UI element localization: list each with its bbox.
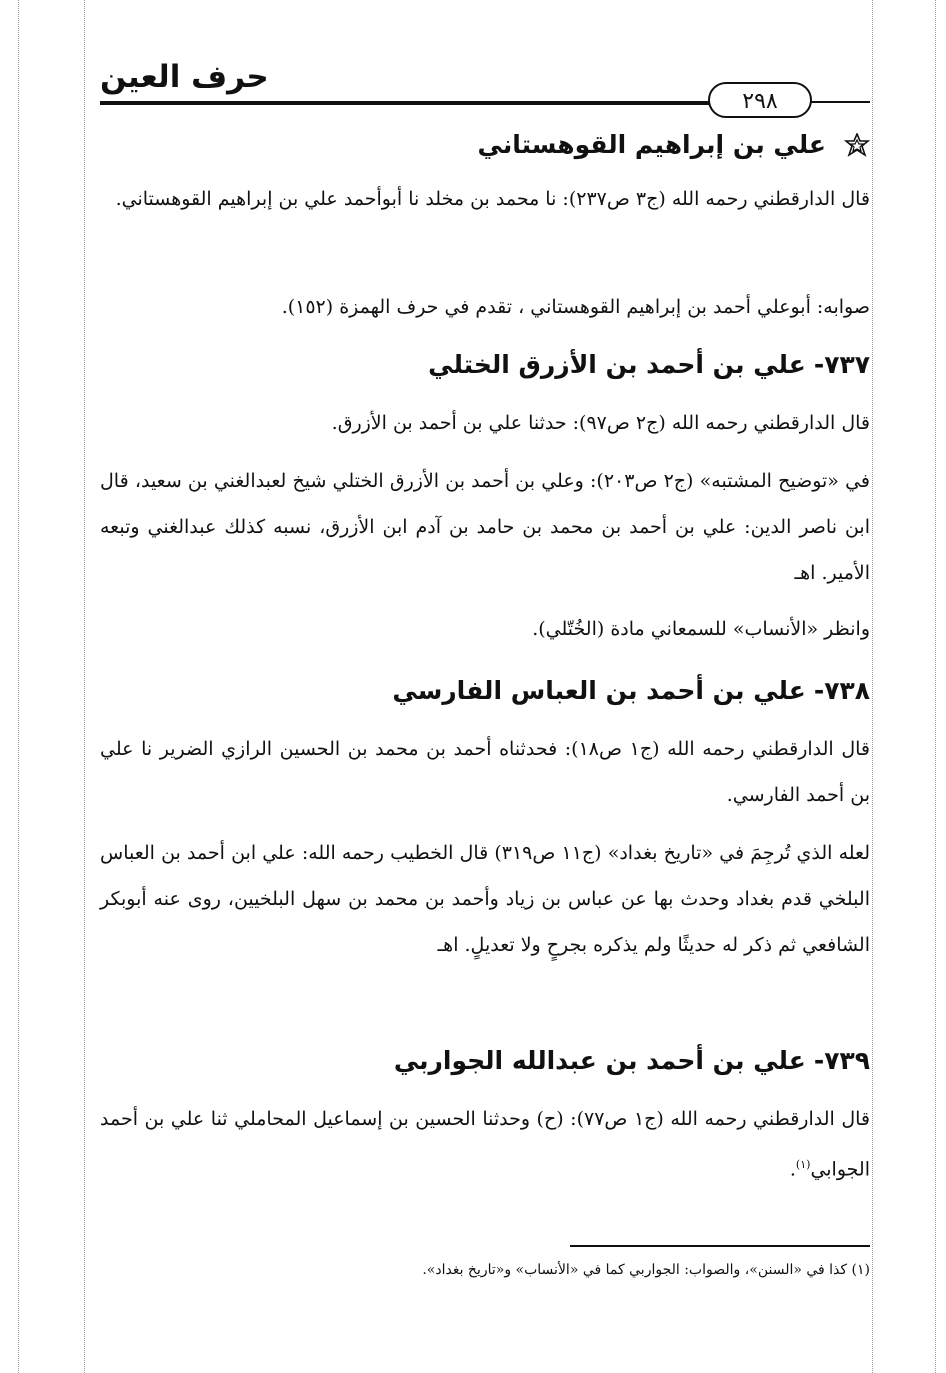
book-page (100, 50, 870, 1360)
entry-paragraph: قال الدارقطني رحمه الله (ج٣ ص٢٣٧): نا محمد بن مخلد نا أبوأحمد علي بن إبراهيم القوهستاني. (115, 188, 870, 210)
entry-title: علي بن أحمد بن العباس الفارسي (392, 676, 806, 705)
margin-dotted-line (872, 0, 873, 1373)
entry-heading (428, 350, 870, 379)
page-number: ٢٩٨ (708, 82, 812, 118)
footnote-reference: (١) (795, 1158, 811, 1171)
header-rule (100, 101, 720, 105)
entry-number: ٧٣٧- (813, 350, 870, 379)
entry-paragraph: صوابه: أبوعلي أحمد بن إبراهيم القوهستاني ، تقدم في حرف الهمزة (١٥٢). (281, 296, 870, 318)
margin-dotted-line (84, 0, 85, 1373)
margin-dotted-line (935, 0, 936, 1373)
entry-paragraph: قال الدارقطني رحمه الله (ج١ ص١٨): فحدثناه أحمد بن محمد بن الحسين الرازي الضرير نا علي بن أحمد الفارسي. (100, 738, 870, 806)
entry-heading (392, 676, 870, 705)
entry-heading (394, 1046, 870, 1075)
entry-number: ٧٣٨- (813, 676, 870, 705)
footnote-rule (570, 1245, 870, 1247)
entry-number: ٧٣٩- (813, 1046, 870, 1075)
entry-paragraph: في «توضيح المشتبه» (ج٢ ص٢٠٣): وعلي بن أحمد بن الأزرق الختلي شيخ لعبدالغني بن سعيد، قال ابن ناصر الدين: علي بن أحمد بن محمد بن حامد بن آدم ابن الأزرق، نسبه كذلك عبدالغني وتبعه الأمير. اهـ (100, 470, 871, 584)
page-header (100, 55, 870, 115)
entry-paragraph: لعله الذي تُرجِمَ في «تاريخ بغداد» (ج١١ ص٣١٩) قال الخطيب رحمه الله: علي ابن أحمد بن العباس البلخي قدم بغداد وحدث بها عن عباس بن زياد وأحمد بن محمد بن سهل البلخيين، روى عنه أبوبكر الشافعي ثم ذكر له حديثًا ولم يذكره بجرحٍ ولا تعديلٍ. اهـ (100, 842, 871, 956)
entry-title: علي بن أحمد بن الأزرق الختلي (428, 350, 806, 379)
entry-title: علي بن أحمد بن عبدالله الجواربي (393, 1046, 806, 1075)
chapter-title: حرف العين (100, 59, 269, 95)
entry-heading (478, 130, 870, 159)
star-icon (844, 133, 870, 159)
entry-paragraph: قال الدارقطني رحمه الله (ج١ ص٧٧): (ح) وحدثنا الحسين بن إسماعيل المحاملي ثنا علي بن أحمد الجوابي$^{(١)}$. (100, 1108, 870, 1181)
margin-dotted-line (18, 0, 19, 1373)
footnote: (١) كذا في «السنن»، والصواب: الجواربي كما في «الأنساب» و«تاريخ بغداد». (422, 1262, 870, 1278)
entry-paragraph-text: قال الدارقطني رحمه الله (ج١ ص٧٧): (ح) وحدثنا الحسين بن إسماعيل المحاملي ثنا علي بن أحمد الجوابي (100, 1108, 870, 1181)
entry-paragraph: قال الدارقطني رحمه الله (ج٢ ص٩٧): حدثنا علي بن أحمد بن الأزرق. (331, 412, 870, 434)
entry-title: علي بن إبراهيم القوهستاني (477, 130, 826, 159)
entry-paragraph: وانظر «الأنساب» للسمعاني مادة (الخُتّلي). (532, 618, 870, 640)
